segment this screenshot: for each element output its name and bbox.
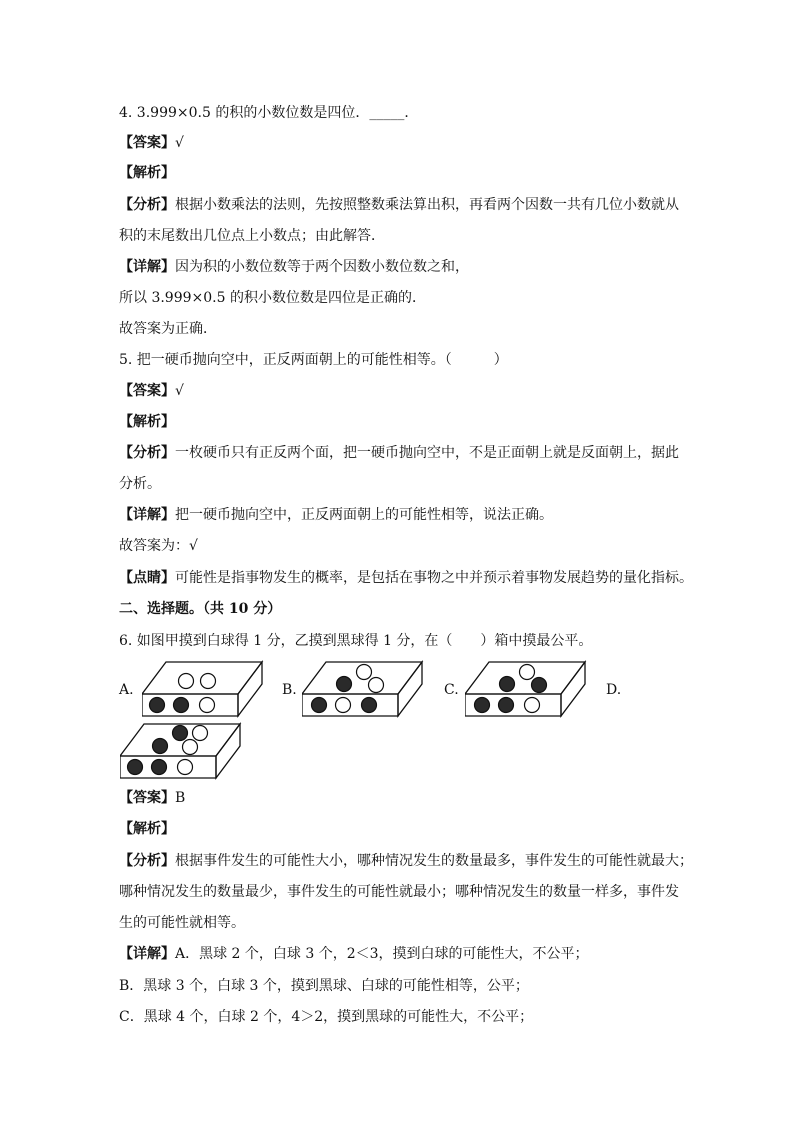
- fenxi-label: 【分析】: [119, 853, 175, 869]
- q5-answer: [119, 381, 184, 401]
- q5-question: 5. 把一硬币抛向空中，正反两面朝上的可能性相等。（ ）: [119, 352, 508, 368]
- black-ball: [173, 726, 188, 741]
- answer-label: 【答案】: [119, 135, 175, 151]
- xiangjie-text: 把一硬币抛向空中，正反两面朝上的可能性相等，说法正确。: [175, 507, 553, 523]
- box-a-figure: [142, 660, 264, 720]
- q5-fenxi-line2: 分析。: [119, 476, 161, 492]
- q6-xiangjie-a: [119, 944, 589, 964]
- white-ball: [183, 740, 198, 755]
- dianjing-label: 【点睛】: [119, 570, 175, 586]
- white-ball: [200, 698, 215, 713]
- black-ball: [152, 760, 167, 775]
- option-label-b: B.: [282, 682, 297, 698]
- q5-analysis-heading: 【解析】: [119, 414, 175, 430]
- white-ball: [193, 726, 208, 741]
- fenxi-text: 根据事件发生的可能性大小，哪种情况发生的数量最多，事件发生的可能性就最大；: [175, 853, 693, 869]
- q6-fenxi-line2: 哪种情况发生的数量最少，事件发生的可能性就最小；哪种情况发生的数量一样多，事件发: [119, 884, 679, 900]
- dianjing-text: 可能性是指事物发生的概率，是包括在事物之中并预示着事物发展趋势的量化指标。: [175, 570, 693, 586]
- black-ball: [153, 739, 168, 754]
- black-ball: [150, 698, 165, 713]
- q5-fenxi-line1: [119, 443, 679, 463]
- q6-xiangjie-c: C．黑球 4 个，白球 2 个，4＞2，摸到黑球的可能性大，不公平；: [119, 1009, 534, 1025]
- q6-fenxi-line3: 生的可能性就相等。: [119, 915, 245, 931]
- black-ball: [337, 677, 352, 692]
- q4-xiangjie-line1: [119, 257, 469, 277]
- answer-value: B: [175, 790, 186, 806]
- fenxi-text: 根据小数乘法的法则，先按照整数乘法算出积，再看两个因数一共有几位小数就从: [175, 197, 679, 213]
- black-ball: [500, 677, 515, 692]
- black-ball: [499, 698, 514, 713]
- q6-question: 6. 如图甲摸到白球得 1 分，乙摸到黑球得 1 分，在（ ）箱中摸最公平。: [119, 633, 593, 649]
- xiangjie-text: 因为积的小数位数等于两个因数小数位数之和，: [175, 259, 469, 275]
- option-label-c: C.: [444, 682, 459, 698]
- fenxi-label: 【分析】: [119, 197, 175, 213]
- q4-fenxi-line2: 积的末尾数出几位点上小数点；由此解答．: [119, 228, 385, 244]
- q4-conclusion: 故答案为正确．: [119, 321, 217, 337]
- q4-question: 4. 3.999×0.5 的积的小数位数是四位．_____．: [119, 105, 419, 121]
- black-ball: [475, 698, 490, 713]
- q4-analysis-heading: 【解析】: [119, 165, 175, 181]
- white-ball: [525, 698, 540, 713]
- answer-label: 【答案】: [119, 790, 175, 806]
- xiangjie-label: 【详解】: [119, 946, 175, 962]
- xiangjie-label: 【详解】: [119, 259, 175, 275]
- fenxi-label: 【分析】: [119, 445, 175, 461]
- white-ball: [336, 698, 351, 713]
- black-ball: [362, 698, 377, 713]
- xiangjie-label: 【详解】: [119, 507, 175, 523]
- white-ball: [520, 665, 535, 680]
- q6-answer: [119, 788, 185, 808]
- fenxi-text: 一枚硬币只有正反两个面，把一硬币抛向空中，不是正面朝上就是反面朝上，据此: [175, 445, 679, 461]
- q4-answer: [119, 133, 184, 153]
- white-ball: [357, 665, 372, 680]
- q4-fenxi-line1: [119, 195, 679, 215]
- white-ball: [178, 760, 193, 775]
- white-ball: [369, 678, 384, 693]
- q5-xiangjie: [119, 505, 553, 525]
- q6-analysis-heading: 【解析】: [119, 821, 175, 837]
- black-ball: [532, 678, 547, 693]
- answer-label: 【答案】: [119, 383, 175, 399]
- answer-value: √: [175, 383, 184, 399]
- q6-xiangjie-b: B．黑球 3 个，白球 3 个，摸到黑球、白球的可能性相等，公平；: [119, 978, 529, 994]
- q4-xiangjie-line2: 所以 3.999×0.5 的积小数位数是四位是正确的．: [119, 290, 426, 306]
- white-ball: [201, 674, 216, 689]
- black-ball: [312, 698, 327, 713]
- xiangjie-text: A．黑球 2 个，白球 3 个，2＜3，摸到白球的可能性大，不公平；: [175, 946, 589, 962]
- option-label-a: A.: [119, 682, 134, 698]
- black-ball: [128, 760, 143, 775]
- black-ball: [174, 698, 189, 713]
- box-c-figure: [465, 660, 587, 720]
- q5-conclusion: 故答案为：√: [119, 538, 198, 554]
- box-d-figure: [120, 722, 242, 782]
- white-ball: [179, 674, 194, 689]
- q5-dianjing: [119, 568, 693, 588]
- answer-value: √: [175, 135, 184, 151]
- option-label-d: D.: [606, 682, 622, 698]
- box-b-figure: [302, 660, 424, 720]
- q6-fenxi-line1: [119, 851, 693, 871]
- section2-heading: 二、选择题。（共 10 分）: [119, 601, 282, 617]
